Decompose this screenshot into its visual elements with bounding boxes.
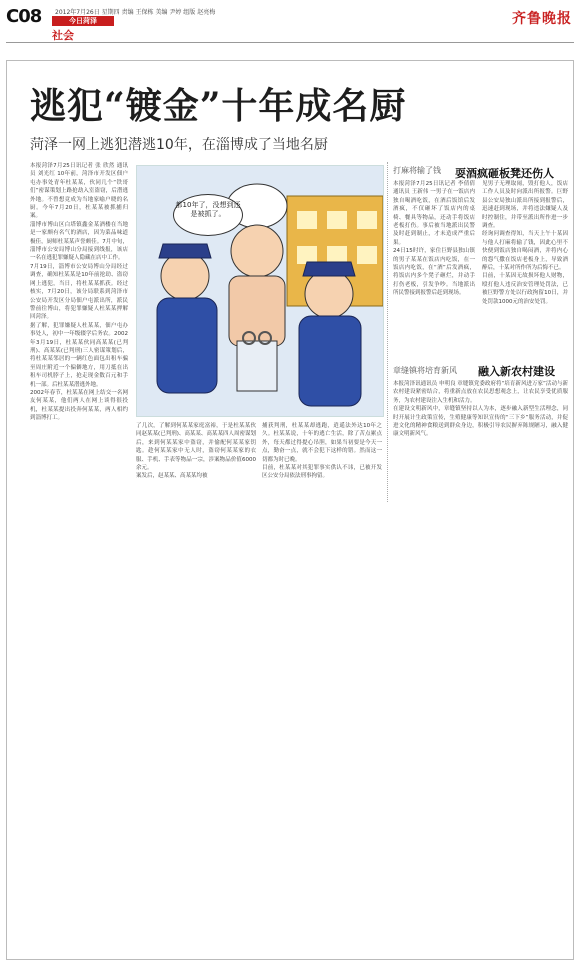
- masthead-rule: [6, 42, 574, 43]
- main-headline: 逃犯“镀金”十年成名厨: [30, 85, 407, 127]
- newspaper-logo: 齐鲁晚报: [512, 11, 572, 27]
- proofreader-credit: 组版 赵亮梅: [183, 9, 216, 16]
- police-arrest-cartoon: [137, 166, 383, 416]
- designer-credit: 美编 尹婷: [155, 9, 182, 16]
- story3-body: 本报菏泽讯通讯员 申明良 章缝镇党委政府将“培育新风进万家”活动与新农村建设紧密结合，将重新点放在农民思想观念上，让农民享受优质服务，为农村建设注入生机和活力。 在建设文明新风中，章缝镇坚持以人为本，逐步融入新型生活理念，同时开展计生政策宣传，生殖健康等知识宣传的“三下乡”服务活动，并促进文化的精神食粮送到群众身边，积极引导农民摒弃陈规陋习，融入健康文明新风气。: [393, 381, 568, 438]
- issue-weekday: 星期四: [101, 9, 120, 16]
- main-body-col2: 了几次，了解到何某某家庭富裕，于是杜某某伙同赵某某(已判刑)、高某某、高某某四人周密谋划后，来到何某某家中盗窃，并偷配何某某家钥匙。趁何某某家中无人时，盗窃何某某家的衣服、手机、手表等物品一宗，涉案物品价值6000余元。 案发后，赵某某、高某某均被: [136, 423, 256, 480]
- story2-body-left: 本报菏泽7月25日讯记者 李倩倩 通讯员 王新伟 一男子在一饭店内独自喝酒吃饭，在酒后饭馆后发酒疯，不仅砸坏了饭店内的桌椅、餐具等物品，还动手将饭店老板打伤。事后被当地派出民警及时赶到制止，才未造成严重后果。 24日15时许，家住巨野县独山镇的男子某某在饭店内吃饭，在一饭店内吃饭，在“酒”后发酒疯，将饭店内多个凳子砸烂，并动手打伤老板，引发争吵。当地派出所民警接到报警后赶到现场。: [393, 181, 475, 297]
- story2-headline: 耍酒疯砸板凳还伤人: [455, 167, 554, 180]
- column-divider: [387, 162, 388, 502]
- issue-date: 2012年7月26日: [55, 9, 100, 16]
- story2-kicker: 打麻将输了钱: [393, 166, 441, 175]
- date-line: [55, 7, 215, 16]
- main-subhead: 菏泽一网上逃犯潜逃10年，在淄博成了当地名厨: [30, 137, 328, 153]
- main-body-col1: 本报菏泽7月25日讯记者 张 欣然 通讯员 刘光红 10年前，菏泽市开发区佃户屯办事处青年杜某某，伙同几个“铁哥们”密谋策划上路抢劫入室盗窃，后潜逃外地。不曾想竟成为当地家喻户晓的名厨。今年7月20日，杜某某被抓捕归案。 淄博市博山区白塔镇鑫金某酒楼在当地是一家颇有名气的酒店，因为菜品味道极佳，厨师杜某某声誉颇佳。7月中旬，淄博市公安局博山分局接到线报，该店一名在逃犯罪嫌疑人隐藏在店中工作。 7月19日，淄博市公安局博山分局经过调查，确知杜某某是10年前抢劫、盗窃网上逃犯，当日，将杜某某抓获。经过核实，7月20日，该分局联系到菏泽市公安局开发区分局佃户屯派出所，派民警前往博山，将犯罪嫌疑人杜某某押解回菏泽。 据了解，犯罪嫌疑人杜某某，佃户屯办事处人，初中一年级辍学后务农。2002年3月19日，杜某某伙同高某某(已判刑)、高某某(已判刑)三人密谋策划后，将杜某某邻居的一辆红色面包出租车骗至周庄附近一个偏僻地方，用刀抵在出租车司机脖子上，抢走现金数百元和手机一部。后杜某某潜逃外地。 2002年春节，杜某某在网上结交一名网友何某某，他们两人在网上谈得很投机，杜某某提出投奔何某某，两人相约到淄博打工。: [30, 163, 128, 422]
- editor-credit: 责编 王保栋: [121, 9, 154, 16]
- speech-bubble: 都10年了，没想到还是被抓了。: [173, 194, 243, 236]
- section-tag: 今日菏泽: [52, 16, 114, 26]
- page-code: C08: [6, 6, 42, 27]
- story2-body-right: 见男子无理取闹，毁打他人，饭店工作人员及时向派出所报警。巨野县公安局独山派出所接到报警后，迅速赶到现场，并将违法嫌疑人及时控制住，并带至派出所作进一步调查。 经询问调查得知，当天上午十某因与他人打麻将输了钱，因此心里不快便到饭店独自喝闷酒，并将内心的怨气撒在饭店老板身上，导致酒醉后，十某对所作所为后悔不已。 目前，十某因无故损坏他人财物，殴打他人违反治安管理处罚法，已被巨野警方处以行政拘留10日，并处罚款1000元的治安处罚。: [482, 181, 568, 305]
- main-body-col3: 捕获判刑，杜某某却逃跑，逍遥法外达10年之久。杜某某说，十年的逃亡生活，除了苦点累点外，每天都过得提心吊胆，如果当初要是今天一点，勤奋一点，就不会犯下这样的错。然而这一切都为时已晚。 目前，杜某某对其犯罪事实供认不讳，已被开发区公安分局依法刑事拘留。: [262, 423, 382, 480]
- illustration: [136, 165, 384, 417]
- section-name: 社会: [52, 29, 74, 42]
- story3-headline: 融入新农村建设: [478, 365, 555, 378]
- story3-kicker: 章缝镇将培育新风: [393, 366, 457, 375]
